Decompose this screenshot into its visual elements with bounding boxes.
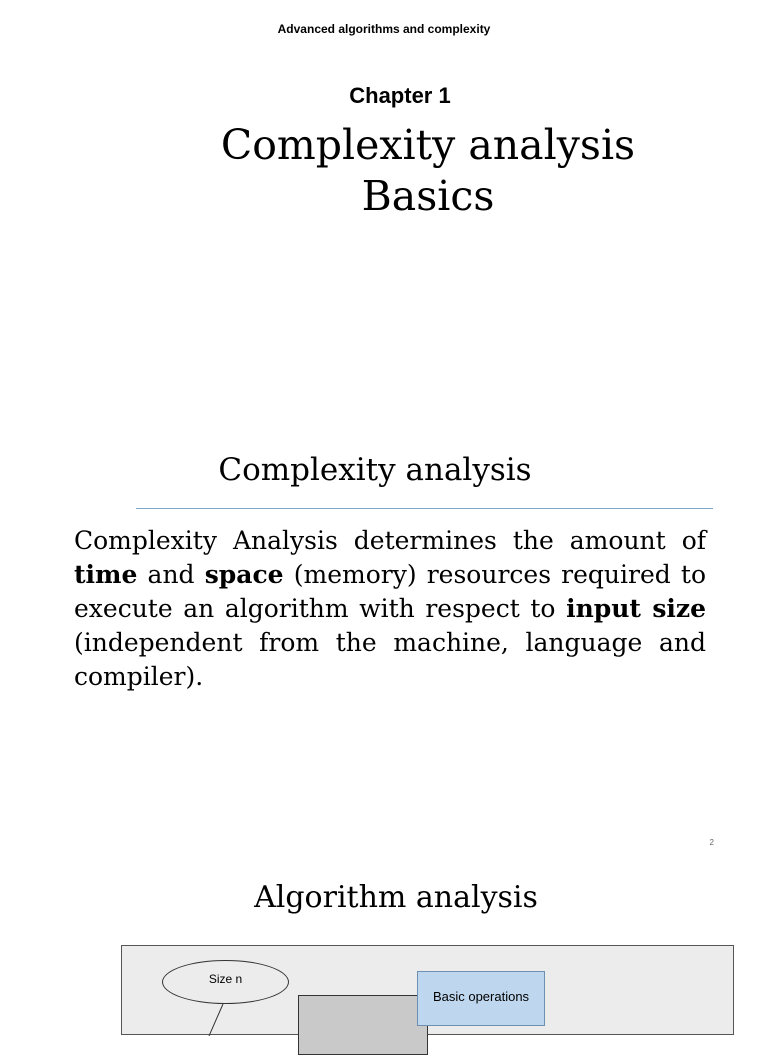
paragraph-text-2: and [137, 560, 205, 589]
basic-operations-box: Basic operations [417, 971, 545, 1026]
definition-paragraph [74, 524, 706, 694]
paragraph-text-3: (memory) resources required to execute an algorithm with respect to [74, 560, 706, 623]
size-n-ellipse: Size n [162, 960, 289, 1004]
document-header: Advanced algorithms and complexity [277, 22, 491, 36]
term-space: space [204, 560, 284, 589]
term-input-size: input size [566, 594, 706, 623]
algorithm-analysis-diagram [121, 945, 734, 1035]
paragraph-text-1: Complexity Analysis determines the amount of [74, 526, 706, 555]
document-title [128, 120, 728, 222]
page-number: 2 [709, 838, 714, 847]
title-line-1: Complexity analysis [220, 121, 636, 169]
term-time: time [74, 560, 138, 589]
title-divider [136, 508, 713, 509]
paragraph-text-4: (independent from the machine, language and compiler). [74, 628, 706, 691]
chapter-label: Chapter 1 [349, 83, 451, 108]
title-line-2: Basics [361, 172, 495, 220]
section-title-complexity-analysis: Complexity analysis [218, 452, 532, 488]
ellipse-connector-line [209, 1004, 223, 1036]
section-title-algorithm-analysis: Algorithm analysis [254, 880, 538, 915]
